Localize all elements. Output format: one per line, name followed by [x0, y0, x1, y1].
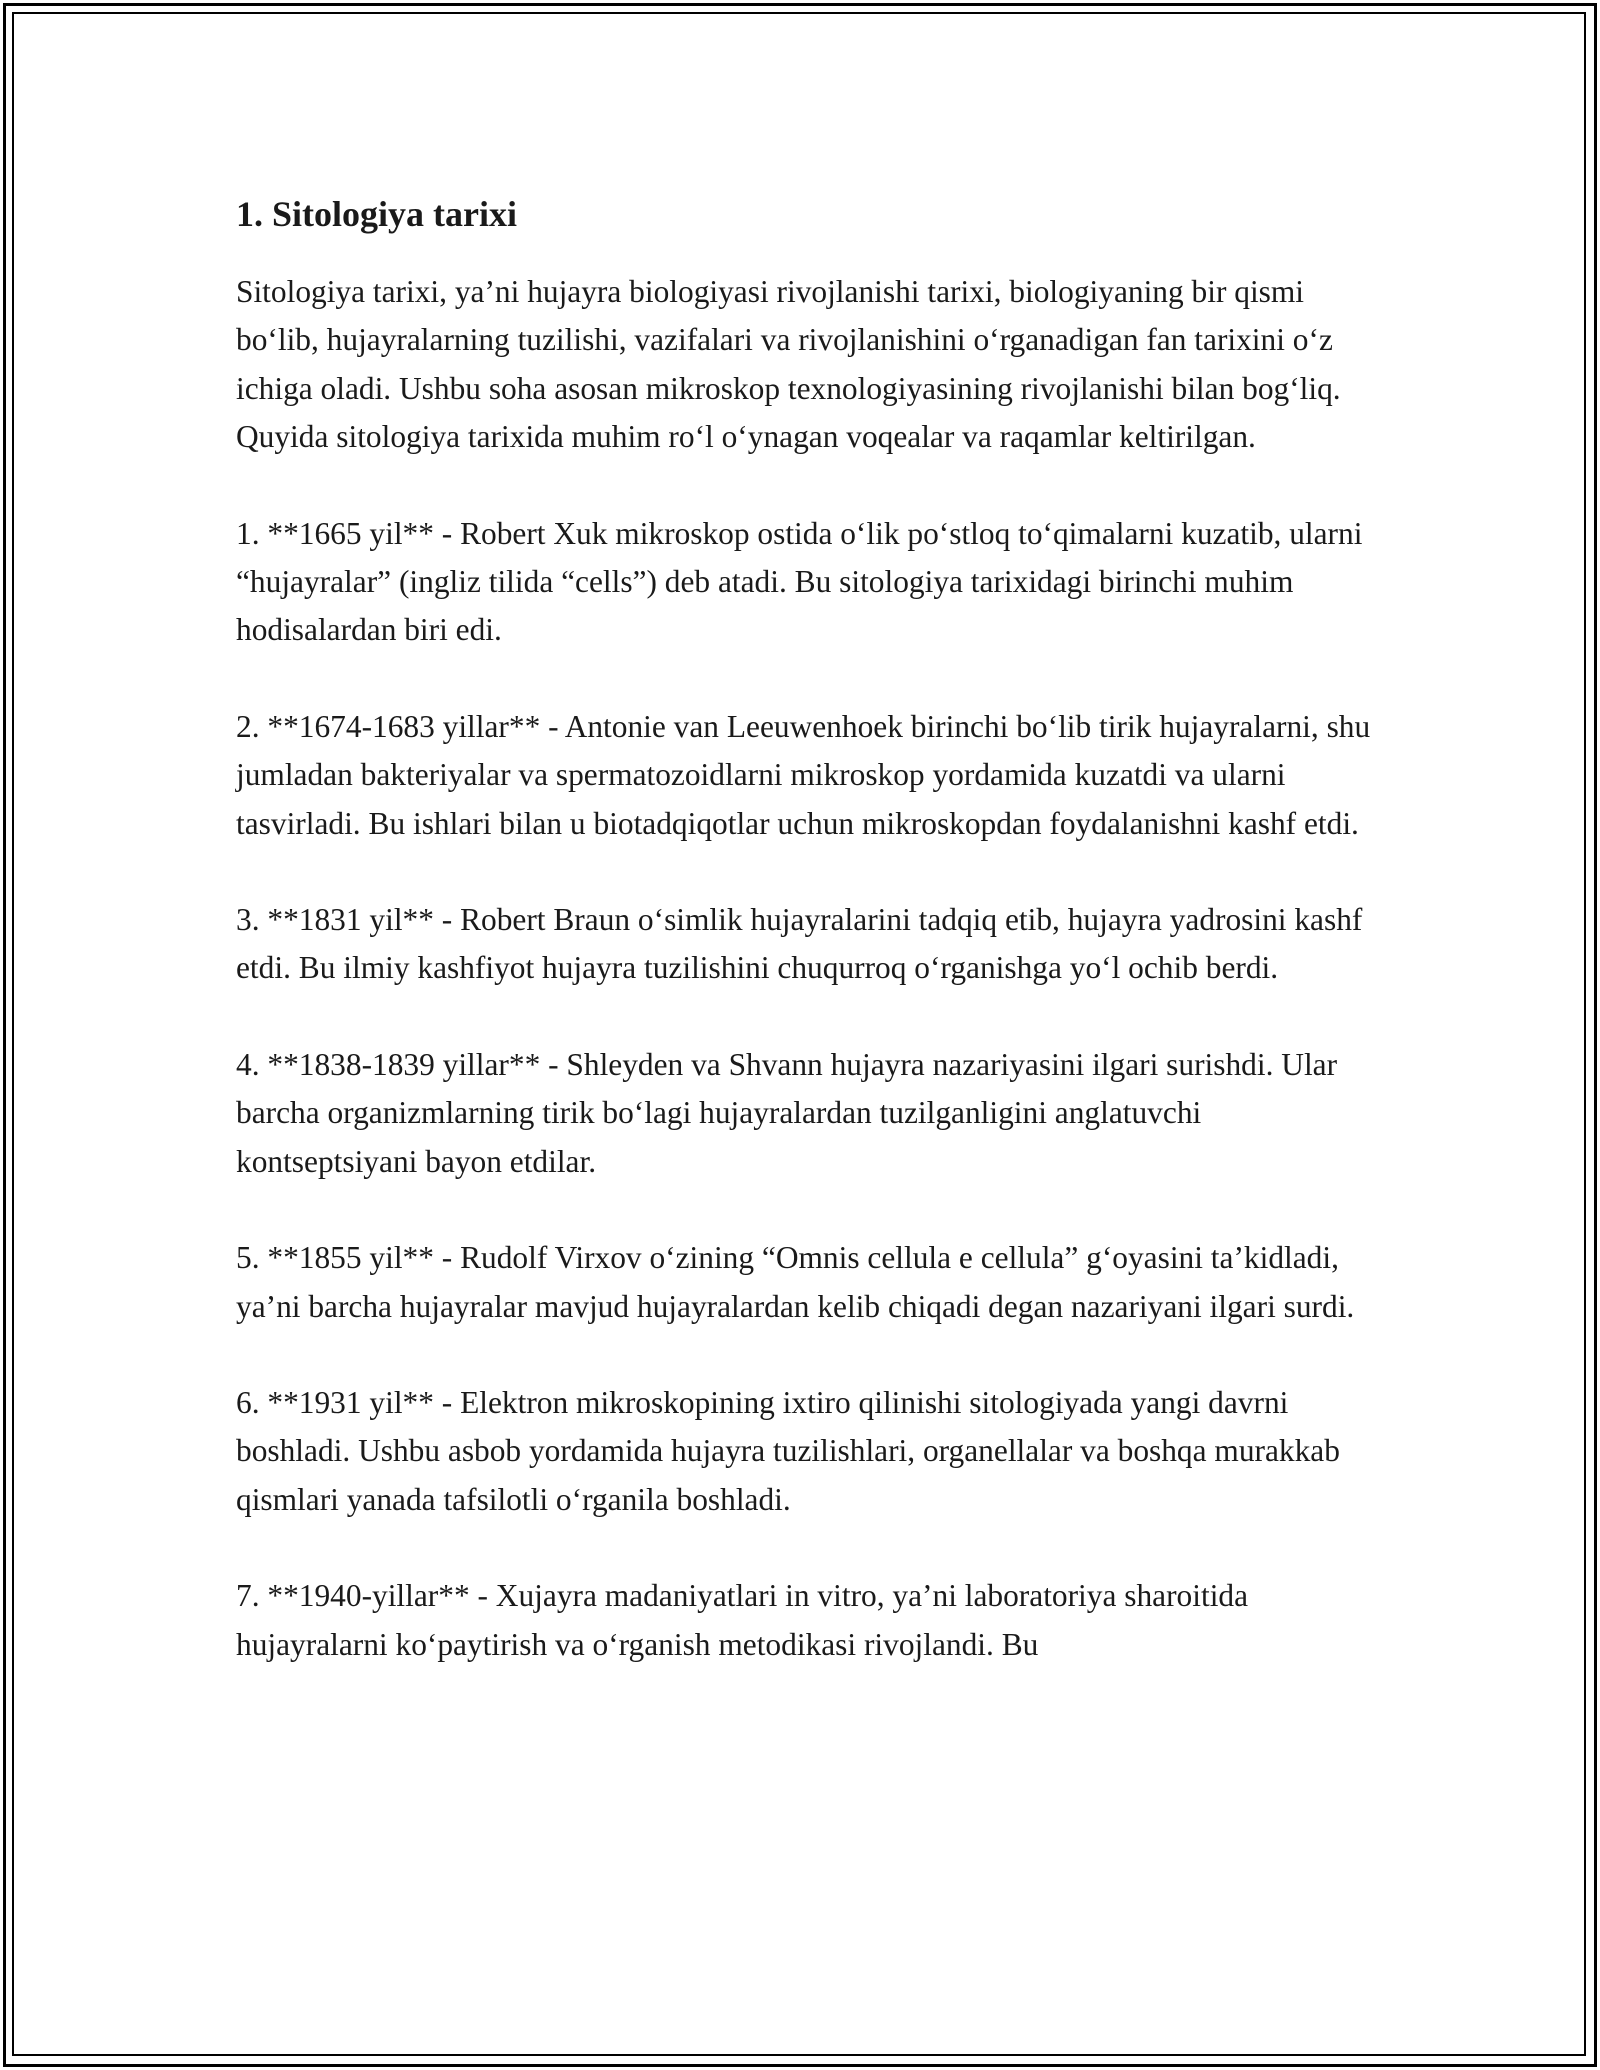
intro-paragraph: Sitologiya tarixi, ya’ni hujayra biologiyasi rivojlanishi tarixi, biologiyaning bir qismi bo‘lib, hujayralarning tuzilishi, vazifalari va rivojlanishini o‘rganadigan fan tarixini o‘z ichiga oladi. Ushbu soha asosan mikroskop texnologiyasining rivojlanishi bilan bog‘liq. Quyida sitologiya tarixida muhim ro‘l o‘ynagan voqealar va raqamlar keltirilgan.: [236, 274, 1341, 455]
timeline-item-1831: 3. **1831 yil** - Robert Braun o‘simlik hujayralarini tadqiq etib, hujayra yadrosini kashf etdi. Bu ilmiy kashfiyot hujayra tuzilishini chuqurroq o‘rganishga yo‘l ochib berdi.: [236, 902, 1363, 986]
timeline-item-1838-1839: 4. **1838-1839 yillar** - Shleyden va Shvann hujayra nazariyasini ilgari surishdi. Ular barcha organizmlarning tirik bo‘lagi hujayralardan tuzilganligini anglatuvchi kontseptsiyani bayon etdilar.: [236, 1046, 1338, 1179]
document-body: [236, 190, 1376, 1717]
timeline-item-1931: 6. **1931 yil** - Elektron mikroskopining ixtiro qilinishi sitologiyada yangi davrni boshladi. Ushbu asbob yordamida hujayra tuzilishlari, organellalar va boshqa murakkab qismlari yanada tafsilotli o‘rganila boshladi.: [236, 1384, 1340, 1517]
timeline-item-1855: 5. **1855 yil** - Rudolf Virxov o‘zining “Omnis cellula e cellula” g‘oyasini ta’kidladi, ya’ni barcha hujayralar mavjud hujayralardan kelib chiqadi degan nazariyani ilgari surdi.: [236, 1240, 1355, 1324]
timeline-item-1665: 1. **1665 yil** - Robert Xuk mikroskop ostida o‘lik po‘stloq to‘qimalarni kuzatib, ularni “hujayralar” (ingliz tilida “cells”) deb atadi. Bu sitologiya tarixidagi birinchi muhim hodisalardan biri edi.: [236, 515, 1363, 648]
section-heading: 1. Sitologiya tarixi: [236, 194, 517, 234]
timeline-item-1940s: 7. **1940-yillar** - Xujayra madaniyatlari in vitro, ya’ni laboratoriya sharoitida hujayralarni ko‘paytirish va o‘rganish metodikasi rivojlandi. Bu: [236, 1578, 1249, 1662]
timeline-item-1674-1683: 2. **1674-1683 yillar** - Antonie van Leeuwenhoek birinchi bo‘lib tirik hujayralarni, shu jumladan bakteriyalar va spermatozoidlarni mikroskop yordamida kuzatdi va ularni tasvirladi. Bu ishlari bilan u biotadqiqotlar uchun mikroskopdan foydalanishni kashf etdi.: [236, 708, 1371, 841]
